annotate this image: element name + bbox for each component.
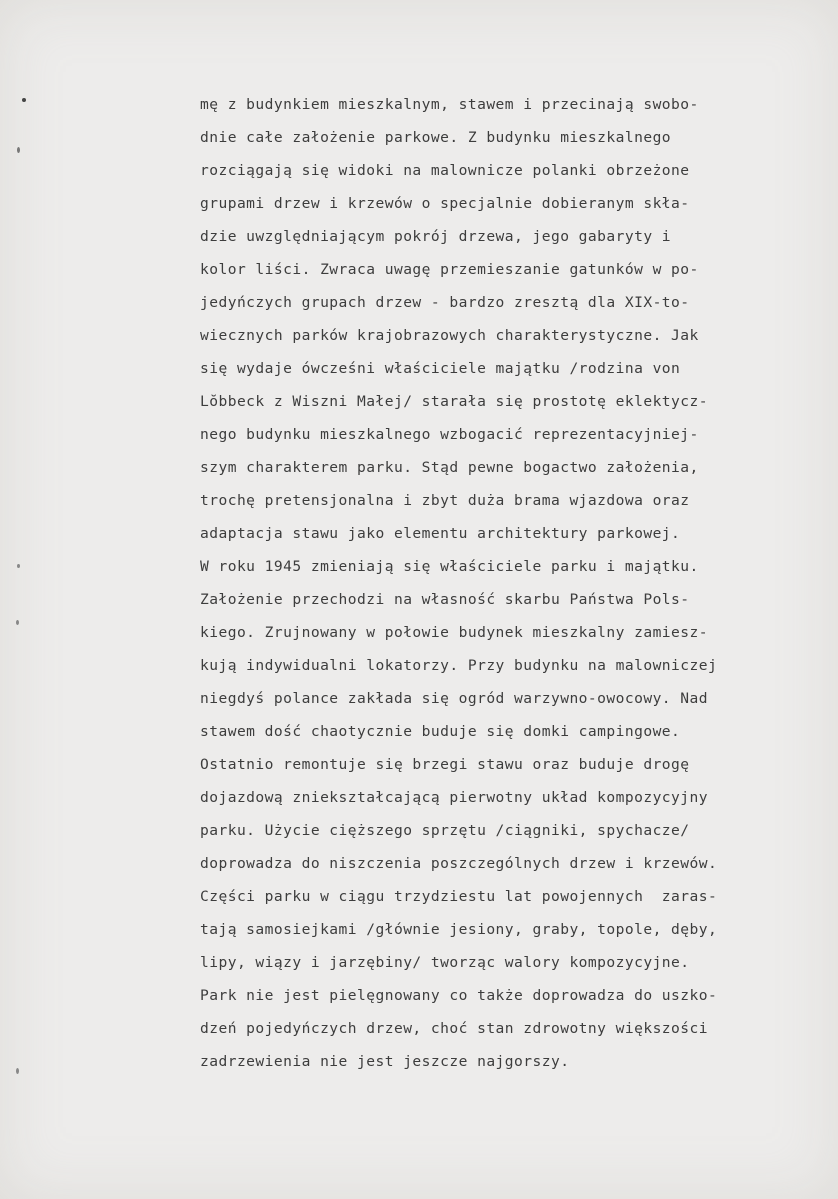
text-line: dzeń pojedyńczych drzew, choć stan zdrowotny większości: [200, 1020, 708, 1037]
text-line: Park nie jest pielęgnowany co także doprowadza do uszko-: [200, 987, 718, 1004]
text-line: Założenie przechodzi na własność skarbu Państwa Pols-: [200, 591, 690, 608]
text-line: Ostatnio remontuje się brzegi stawu oraz buduje drogę: [200, 756, 690, 773]
text-line: grupami drzew i krzewów o specjalnie dobieranym skła-: [200, 195, 690, 212]
text-line: trochę pretensjonalna i zbyt duża brama wjazdowa oraz: [200, 492, 690, 509]
text-line: lipy, wiązy i jarzębiny/ tworząc walory kompozycyjne.: [200, 954, 690, 971]
text-line: zadrzewienia nie jest jeszcze najgorszy.: [200, 1053, 570, 1070]
margin-dot-mark: [22, 98, 26, 102]
text-line: niegdyś polance zakłada się ogród warzywno-owocowy. Nad: [200, 690, 708, 707]
text-line: stawem dość chaotycznie buduje się domki campingowe.: [200, 723, 681, 740]
text-line: dzie uwzględniającym pokrój drzewa, jego gabaryty i: [200, 228, 672, 245]
text-line: parku. Użycie cięższego sprzętu /ciągniki, spychacze/: [200, 822, 690, 839]
text-line: doprowadza do niszczenia poszczególnych drzew i krzewów.: [200, 855, 718, 872]
margin-ink-mark: [16, 1068, 19, 1074]
text-line: dojazdową zniekształcającą pierwotny układ kompozycyjny: [200, 789, 708, 806]
text-line: Części parku w ciągu trzydziestu lat powojennych zaras-: [200, 888, 718, 905]
text-line: Lŏbbeck z Wiszni Małej/ starała się prostotę eklektycz-: [200, 393, 708, 410]
typewritten-text: [200, 88, 820, 1078]
text-line: się wydaje ówcześni właściciele majątku /rodzina von: [200, 360, 681, 377]
margin-ink-mark: [17, 564, 20, 568]
text-line: szym charakterem parku. Stąd pewne bogactwo założenia,: [200, 459, 699, 476]
text-line: kiego. Zrujnowany w połowie budynek mieszkalny zamiesz-: [200, 624, 708, 641]
text-line: rozciągają się widoki na malownicze polanki obrzeżone: [200, 162, 690, 179]
text-line: mę z budynkiem mieszkalnym, stawem i przecinają swobo-: [200, 96, 699, 113]
text-line: tają samosiejkami /głównie jesiony, graby, topole, dęby,: [200, 921, 718, 938]
text-line: nego budynku mieszkalnego wzbogacić reprezentacyjniej-: [200, 426, 699, 443]
text-line: kolor liści. Zwraca uwagę przemieszanie gatunków w po-: [200, 261, 699, 278]
text-line: W roku 1945 zmieniają się właściciele parku i majątku.: [200, 558, 699, 575]
margin-ink-mark: [16, 620, 19, 625]
text-line: jedyńczych grupach drzew - bardzo zresztą dla XIX-to-: [200, 294, 690, 311]
text-line: adaptacja stawu jako elementu architektury parkowej.: [200, 525, 681, 542]
margin-ink-mark: [17, 147, 20, 153]
text-line: dnie całe założenie parkowe. Z budynku mieszkalnego: [200, 129, 672, 146]
text-line: wiecznych parków krajobrazowych charakterystyczne. Jak: [200, 327, 699, 344]
text-line: kują indywidualni lokatorzy. Przy budynku na malowniczej: [200, 657, 718, 674]
